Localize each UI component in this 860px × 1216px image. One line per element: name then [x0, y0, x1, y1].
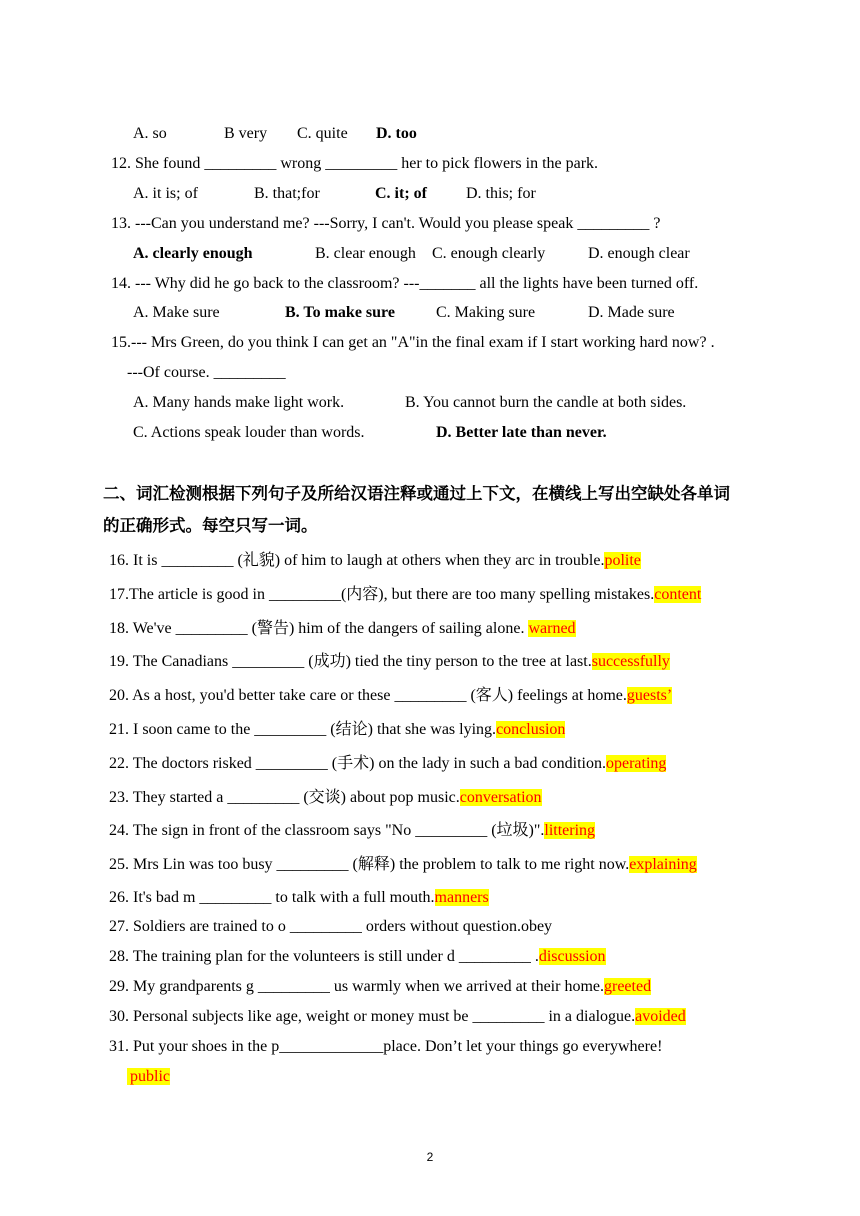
answer-highlight: explaining	[629, 856, 697, 873]
q11-option-d-answer: D. too	[376, 125, 417, 142]
vocab-item-22: 22. The doctors risked _________ (手术) on the lady in such a bad condition.operating	[109, 755, 667, 772]
vocab-item-19: 19. The Canadians _________ (成功) tied the tiny person to the tree at last.successfully	[109, 653, 670, 670]
answer-highlight: littering	[544, 822, 596, 839]
q11-option-a: A. so	[133, 125, 167, 142]
answer-highlight: conversation	[459, 789, 542, 806]
q14-options	[133, 303, 675, 323]
answer-highlight: public	[127, 1068, 170, 1085]
q12-stem: 12. She found _________ wrong _________ her to pick flowers in the park.	[111, 155, 599, 172]
q15-options-row1	[133, 393, 686, 413]
q12-option-b: B. that;for	[254, 185, 320, 202]
vocab-item-23: 23. They started a _________ (交谈) about pop music.conversation	[109, 789, 542, 806]
q12-option-d: D. this; for	[466, 185, 536, 202]
vocab-item-20: 20. As a host, you'd better take care or these _________ (客人) feelings at home.guests’	[109, 687, 673, 704]
answer-highlight: successfully	[591, 653, 670, 670]
q13-option-b: B. clear enough	[315, 245, 416, 262]
answer-highlight: warned	[528, 620, 576, 637]
vocab-item-21: 21. I soon came to the _________ (结论) that she was lying.conclusion	[109, 721, 566, 738]
vocab-item-26: 26. It's bad m _________ to talk with a full mouth.manners	[109, 889, 489, 906]
q15-option-b: B. You cannot burn the candle at both sides.	[405, 394, 687, 411]
q15-option-c: C. Actions speak louder than words.	[133, 424, 365, 441]
q14-stem: 14. --- Why did he go back to the classroom? ---_______ all the lights have been turned off.	[111, 275, 699, 292]
vocab-item-27: 27. Soldiers are trained to o _________ orders without question.obey	[109, 918, 553, 935]
vocab-item-30: 30. Personal subjects like age, weight or money must be _________ in a dialogue.avoided	[109, 1008, 686, 1025]
answer-highlight: avoided	[635, 1008, 686, 1025]
q14-option-b-answer: B. To make sure	[285, 304, 395, 321]
vocab-item-28: 28. The training plan for the volunteers is still under d _________ .discussion	[109, 948, 606, 965]
vocab-item-31-answer	[127, 1067, 170, 1087]
answer-highlight: greeted	[604, 978, 652, 995]
answer-highlight: guests’	[626, 687, 673, 704]
section2-heading-line1: 二、词汇检测根据下列句子及所给汉语注释或通过上下文，在横线上写出空缺处各单词	[103, 484, 730, 503]
q13-stem: 13. ---Can you understand me? ---Sorry, I can't. Would you please speak _________ ?	[111, 215, 661, 232]
vocab-item-25: 25. Mrs Lin was too busy _________ (解释) the problem to talk to me right now.explaining	[109, 856, 697, 873]
answer-highlight: conclusion	[496, 721, 566, 738]
vocab-item-17: 17.The article is good in _________(内容), but there are too many spelling mistakes.content	[109, 586, 702, 603]
q15-option-d-answer: D. Better late than never.	[436, 424, 607, 441]
q11-options	[133, 124, 417, 144]
section2-heading-line2: 的正确形式。每空只写一词。	[103, 516, 318, 535]
vocab-item-29: 29. My grandparents g _________ us warmly when we arrived at their home.greeted	[109, 978, 652, 995]
answer-highlight: polite	[604, 552, 641, 569]
q13-option-a-answer: A. clearly enough	[133, 245, 253, 262]
q14-option-a: A. Make sure	[133, 304, 220, 321]
q15-reply: ---Of course. _________	[127, 364, 286, 381]
q11-option-b: B very	[224, 125, 268, 142]
vocab-item-31: 31. Put your shoes in the p_____________place. Don’t let your things go everywhere!	[109, 1038, 663, 1055]
q15-option-a: A. Many hands make light work.	[133, 394, 345, 411]
q13-option-d: D. enough clear	[588, 245, 690, 262]
page-number: 2	[426, 1150, 434, 1164]
q12-options	[133, 184, 536, 204]
q14-option-c: C. Making sure	[436, 304, 536, 321]
vocab-item-16: 16. It is _________ (礼貌) of him to laugh at others when they arc in trouble.polite	[109, 552, 641, 569]
q13-option-c: C. enough clearly	[432, 245, 546, 262]
vocab-item-18: 18. We've _________ (警告) him of the dangers of sailing alone. warned	[109, 620, 576, 637]
answer-highlight: operating	[605, 755, 667, 772]
answer-highlight: discussion	[538, 948, 606, 965]
q15-stem: 15.--- Mrs Green, do you think I can get an "A"in the final exam if I start working hard now? .	[111, 334, 715, 351]
q12-option-a: A. it is; of	[133, 185, 198, 202]
q13-options	[133, 244, 690, 264]
q14-option-d: D. Made sure	[588, 304, 675, 321]
q12-option-c-answer: C. it; of	[375, 185, 427, 202]
q11-option-c: C. quite	[297, 125, 348, 142]
answer-highlight: content	[654, 586, 702, 603]
answer-highlight: manners	[434, 889, 489, 906]
vocab-item-24: 24. The sign in front of the classroom says "No _________ (垃圾)".littering	[109, 822, 596, 839]
q15-options-row2	[133, 423, 607, 443]
